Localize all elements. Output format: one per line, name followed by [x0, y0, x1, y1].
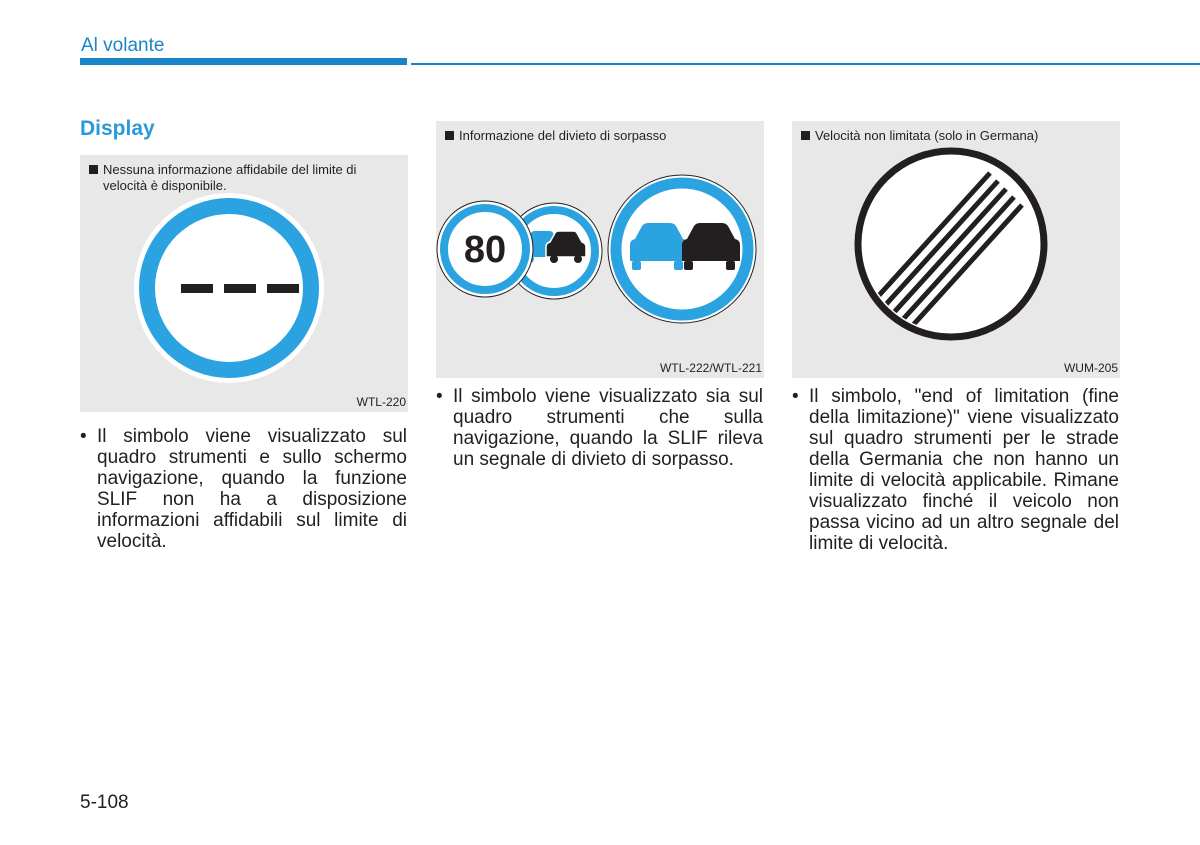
- no-overtaking-sign-icon: [436, 121, 764, 378]
- bullet: •: [792, 386, 799, 407]
- paragraph-text: Il simbolo viene visualizzato sul quadro strumenti e sullo schermo navigazione, quando la funzione SLIF non ha a disposizione informazioni affidabili sul limite di velocità.: [97, 426, 407, 552]
- figure-code: WTL-222/WTL-221: [659, 361, 762, 375]
- figure-caption-text: Velocità non limitata (solo in Germana): [815, 128, 1039, 143]
- figure-caption-text: Nessuna informazione affidabile del limite di velocità è disponibile.: [103, 162, 357, 193]
- paragraph-no-info: [80, 426, 407, 552]
- header-bar-thin: [411, 63, 1200, 65]
- figure-code: WTL-220: [356, 395, 406, 409]
- paragraph-no-overtaking: [436, 386, 763, 470]
- figure-panel-no-overtaking: [436, 121, 764, 378]
- paragraph-text: Il simbolo viene visualizzato sia sul quadro strumenti che sulla navigazione, quando la SLIF rileva un segnale di divieto di sorpasso.: [453, 386, 763, 470]
- page-number: 5-108: [80, 792, 129, 813]
- end-of-limitation-sign-icon: [792, 121, 1120, 378]
- no-speed-info-sign-icon: [80, 155, 408, 412]
- bullet: •: [436, 386, 443, 407]
- figure-caption-text: Informazione del divieto di sorpasso: [459, 128, 667, 143]
- paragraph-end-of-limitation: [792, 386, 1119, 554]
- figure-panel-end-of-limitation: [792, 121, 1120, 378]
- speed-limit-value: 80: [463, 229, 507, 271]
- paragraph-text: Il simbolo, "end of limitation (fine della limitazione)" viene visualizzato sul quadro strumenti per le strade della Germania che non hanno un limite di velocità applicabile. Rimane visualizzato finché il veicolo non passa vicino ad un altro segnale del limite di velocità.: [809, 386, 1119, 554]
- figure-panel-no-info: [80, 155, 408, 412]
- chapter-title: Al volante: [81, 35, 165, 56]
- header-bar-thick: [80, 58, 407, 65]
- section-title: Display: [80, 117, 155, 140]
- bullet: •: [80, 426, 87, 447]
- figure-code: WUM-205: [1063, 361, 1118, 375]
